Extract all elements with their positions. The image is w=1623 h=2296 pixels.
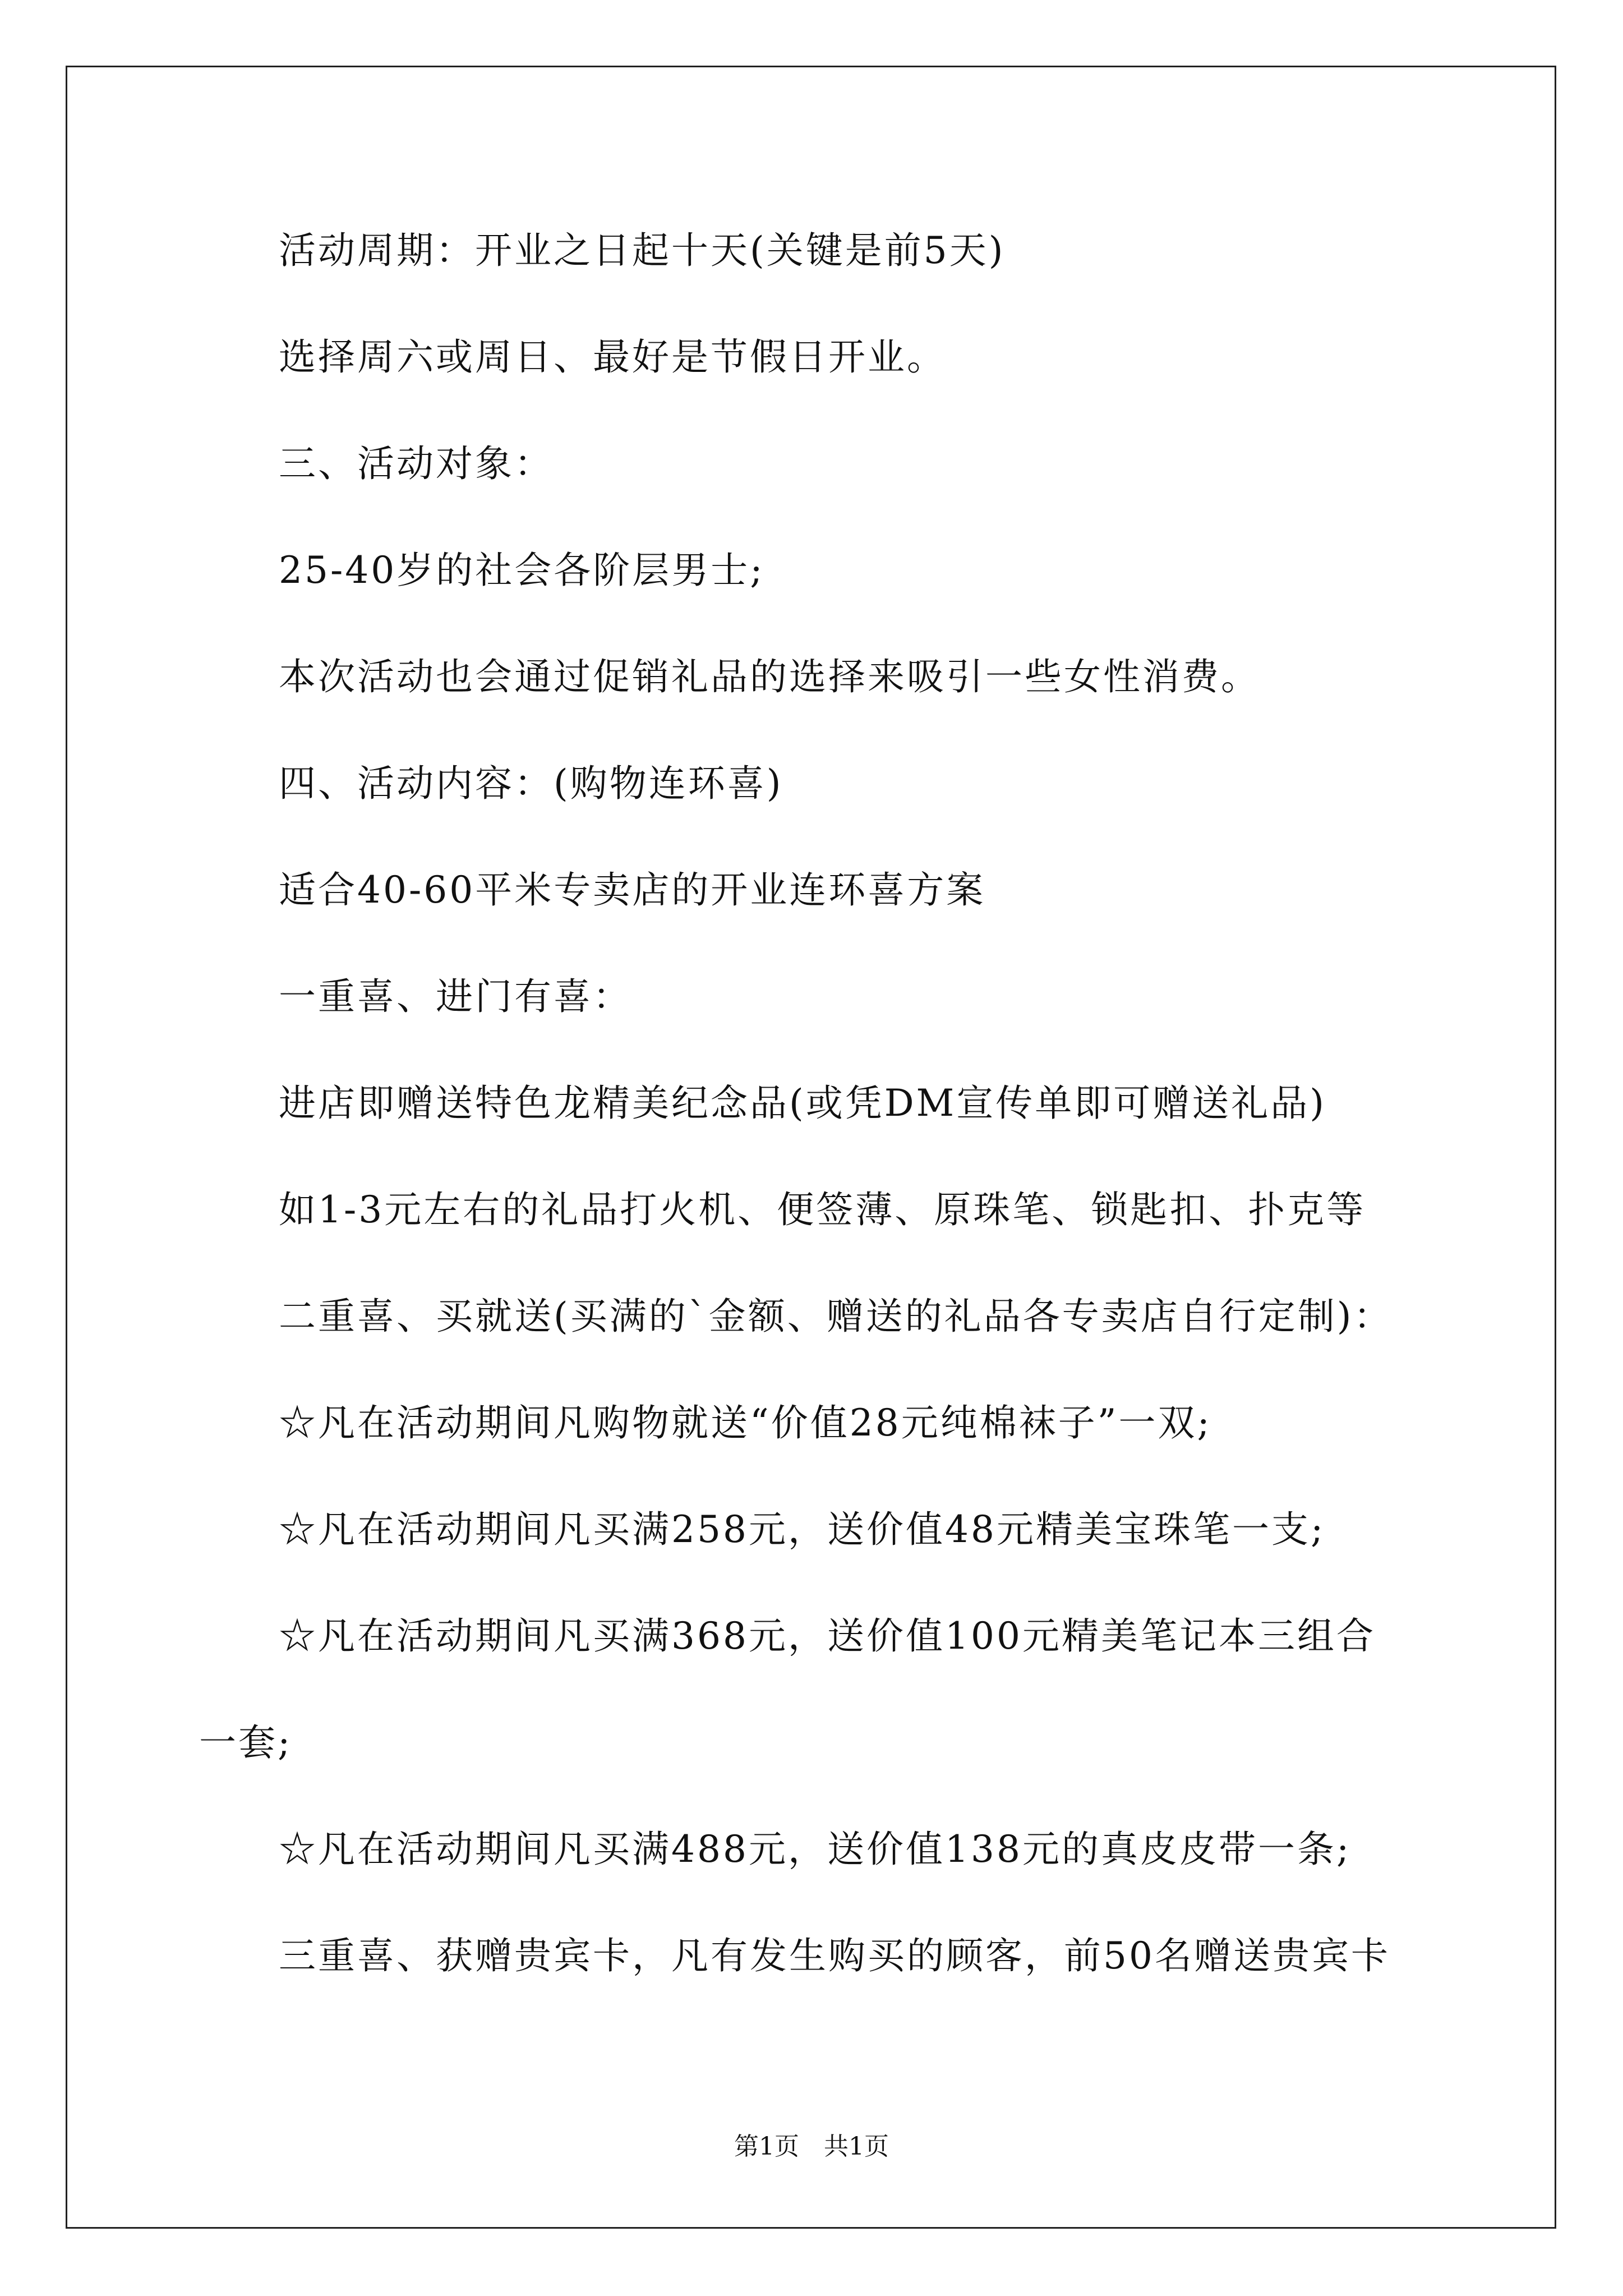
subheading-second-joy: 二重喜、买就送(买满的`金额、赠送的礼品各专卖店自行定制)： <box>279 1295 1393 1338</box>
section-heading-content: 四、活动内容：(购物连环喜) <box>279 762 783 805</box>
text-line-purchase-368-cont: 一套; <box>199 1721 293 1764</box>
text-line-female-consumers: 本次活动也会通过促销礼品的选择来吸引一些女性消费。 <box>279 655 1260 698</box>
text-line-purchase-368: ☆凡在活动期间凡买满368元，送价值100元精美笔记本三组合 <box>279 1614 1376 1658</box>
section-heading-target: 三、活动对象： <box>279 442 554 485</box>
text-line-purchase-258: ☆凡在活动期间凡买满258元，送价值48元精美宝珠笔一支; <box>279 1508 1326 1551</box>
text-line-gift-examples: 如1-3元左右的礼品打火机、便签薄、原珠笔、锁匙扣、扑克等 <box>279 1188 1366 1231</box>
page-footer: 第1页 共1页 <box>734 2132 889 2161</box>
subheading-first-joy: 一重喜、进门有喜： <box>279 975 632 1018</box>
text-line-target-age: 25-40岁的社会各阶层男士; <box>279 549 765 592</box>
text-line-entry-gift: 进店即赠送特色龙精美纪念品(或凭DM宣传单即可赠送礼品) <box>279 1082 1326 1125</box>
text-line-opening-day: 选择周六或周日、最好是节假日开业。 <box>279 335 946 379</box>
text-line-store-size: 适合40-60平米专卖店的开业连环喜方案 <box>279 868 986 912</box>
text-line-purchase-socks: ☆凡在活动期间凡购物就送“价值28元纯棉袜子”一双; <box>279 1401 1212 1444</box>
text-line-purchase-488: ☆凡在活动期间凡买满488元，送价值138元的真皮皮带一条; <box>279 1828 1352 1871</box>
text-line-activity-period: 活动周期：开业之日起十天(关键是前5天) <box>279 229 1006 272</box>
subheading-third-joy: 三重喜、获赠贵宾卡，凡有发生购买的顾客，前50名赠送贵宾卡 <box>279 1934 1390 1977</box>
